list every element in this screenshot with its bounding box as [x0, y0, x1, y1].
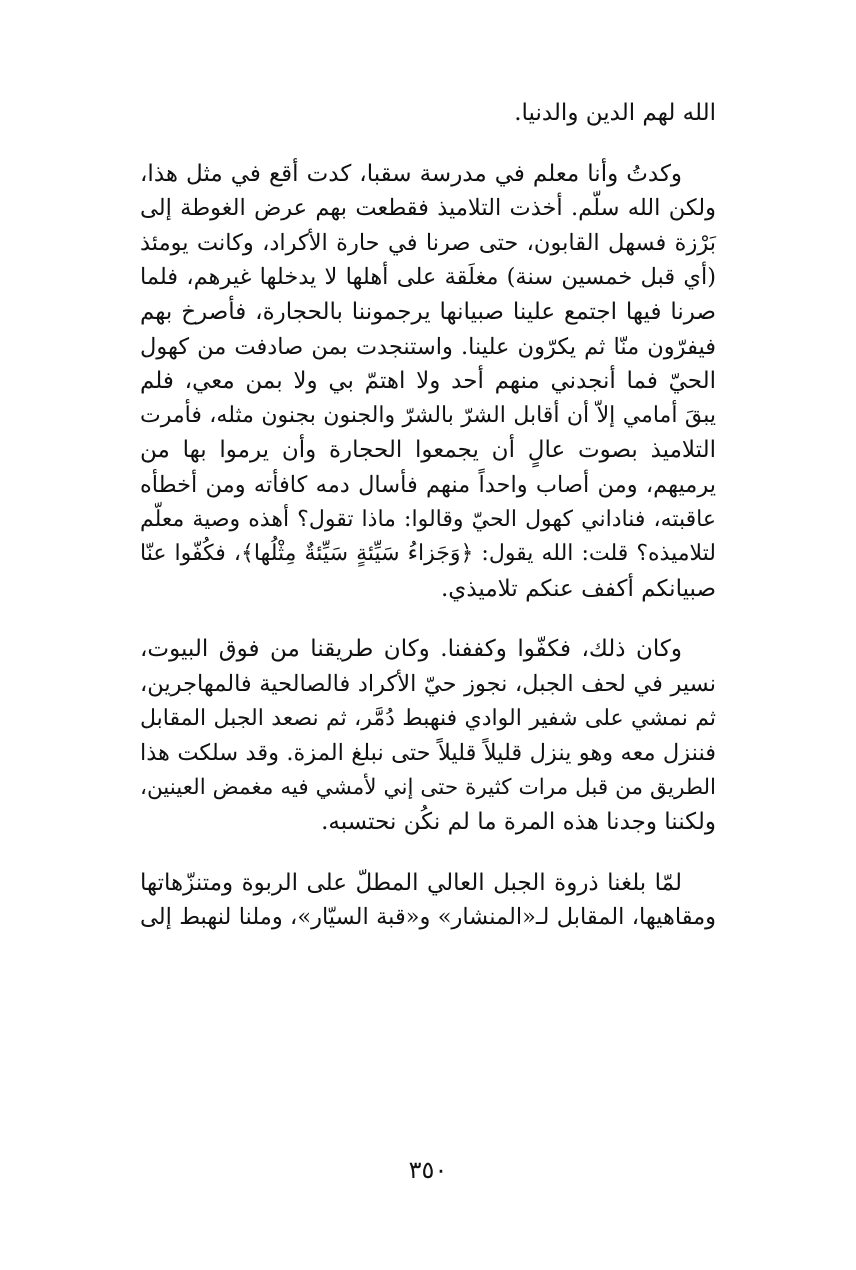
- text-line: الله لهم الدين والدنيا.: [514, 100, 716, 126]
- text-line: فننزل معه وهو ينزل قليلاً قليلاً حتى نبلغ المزة. وقد سلكت هذا: [140, 740, 716, 767]
- paragraph-gap: [140, 131, 716, 157]
- text-line: لتلاميذه؟ قلت: الله يقول: ﴿وَجَزاءُ سَيِّئةٍ سَيِّئةٌ مِثْلُها﴾، فكُفّوا عنّا: [140, 541, 716, 567]
- paragraph-1: [140, 96, 716, 131]
- text-line: يبقَ أمامي إلاّ أن أقابل الشرّ بالشرّ والجنون بجنون مثله، فأمرت: [140, 402, 716, 428]
- text-line: التلاميذ بصوت عالٍ أن يجمعوا الحجارة وأن يرموا بها من: [140, 437, 716, 464]
- text-line: نسير في لحف الجبل، نجوز حيّ الأكراد فالصالحية فالمهاجرين،: [140, 670, 716, 697]
- paragraph-2: [140, 157, 716, 607]
- text-line: عاقبته، فناداني كهول الحيّ وقالوا: ماذا تقول؟ أهذه وصية معلّم: [140, 506, 716, 532]
- text-line: فيفرّون منّا ثم يكرّون علينا. واستنجدت بمن صادفت من كهول: [140, 333, 716, 360]
- paragraph-3: [140, 632, 716, 840]
- text-line: ومقاهيها، المقابل لـ«المنشار» و«قبة السيّار»، وملنا لنهبط إلى: [140, 904, 716, 931]
- text-line: يرميهم، ومن أصاب واحداً منهم فأسال دمه كافأته ومن أخطأه: [140, 471, 716, 498]
- text-line: ولكننا وجدنا هذه المرة ما لم نكُن نحتسبه.: [321, 809, 716, 836]
- text-line: صبيانكم أكفف عنكم تلاميذي.: [441, 575, 716, 602]
- paragraph-gap: [140, 840, 716, 866]
- text-line: وكان ذلك، فكفّوا وكففنا. وكان طريقنا من فوق البيوت،: [140, 636, 682, 663]
- page-body: [140, 96, 716, 935]
- text-line: (أي قبل خمسين سنة) مغلَقة على أهلها لا يدخلها غيرهم، فلما: [140, 264, 716, 291]
- text-line: الطريق من قبل مرات كثيرة حتى إني لأمشي فيه مغمض العينين،: [140, 774, 716, 800]
- text-line: بَرْزة فسهل القابون، حتى صرنا في حارة الأكراد، وكانت يومئذ: [140, 229, 716, 256]
- text-line: ثم نمشي على شفير الوادي فنهبط دُمَّر، ثم نصعد الجبل المقابل: [140, 705, 716, 731]
- text-line: الحيّ فما أنجدني منهم أحد ولا اهتمّ بي ولا بمن معي، فلم: [140, 368, 716, 395]
- paragraph-gap: [140, 606, 716, 632]
- text-line: لمّا بلغنا ذروة الجبل العالي المطلّ على الربوة ومتنزّهاتها: [140, 869, 682, 896]
- text-line: وكدتُ وأنا معلم في مدرسة سقبا، كدت أقع في مثل هذا،: [140, 160, 682, 187]
- paragraph-4: [140, 866, 716, 935]
- text-line: ولكن الله سلّم. أخذت التلاميذ فقطعت بهم عرض الغوطة إلى: [140, 195, 716, 222]
- page-number: ٣٥٠: [408, 1156, 448, 1184]
- text-line: صرنا فيها اجتمع علينا صبيانها يرجموننا بالحجارة، فأصرخ بهم: [140, 298, 716, 325]
